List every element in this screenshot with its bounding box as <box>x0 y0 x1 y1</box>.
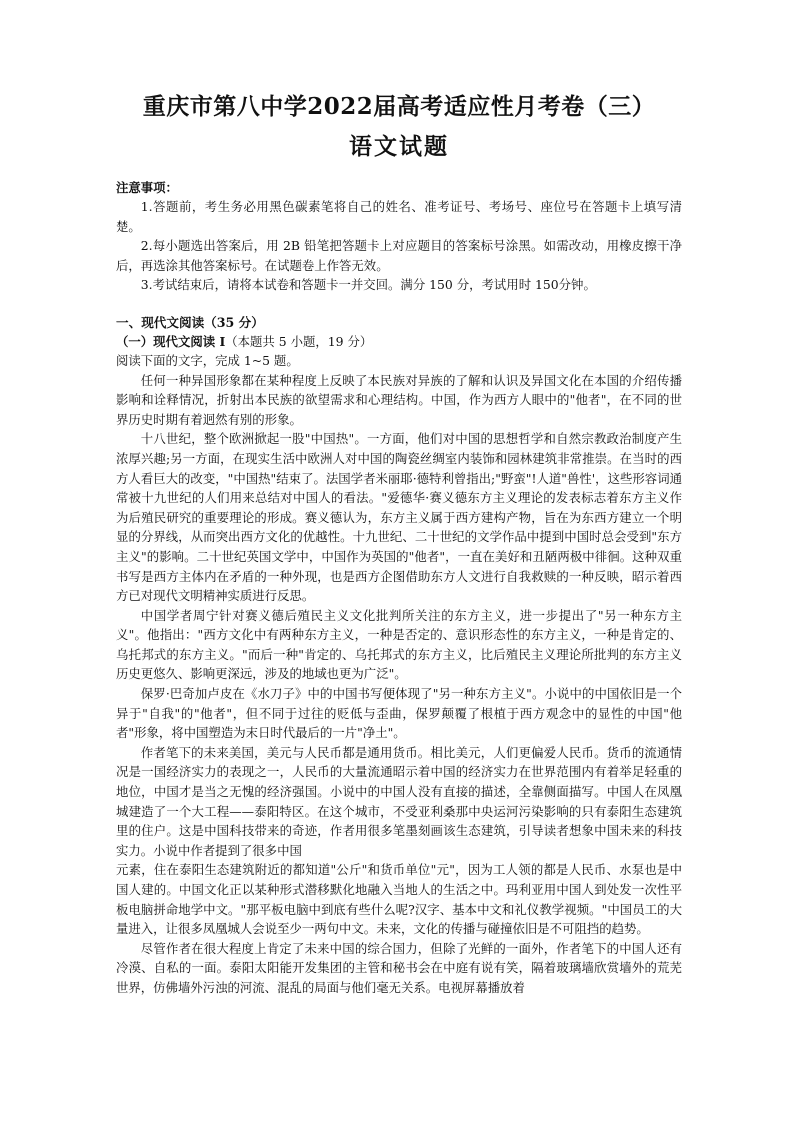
body-paragraph: 中国学者周宁针对赛义德后殖民主义文化批判所关注的东方主义，进一步提出了"另一种东方主义"。他指出："西方文化中有两种东方主义，一种是否定的、意识形态性的东方主义，一种是肯定的、乌托邦式的东方主义。"而后一种"肯定的、乌托邦式的东方主义，比后殖民主义理论所批判的东方主义历史更悠久、影响更深远，涉及的地域也更为广泛"。 <box>116 607 682 682</box>
body-paragraph: 元素，住在泰阳生态建筑附近的都知道"公斤"和货币单位"元"，因为工人领的都是人民币、水泵也是中国人建的。中国文化正以某种形式潜移默化地融入当地人的生活之中。玛利亚用中国人到处发一次性平板电脑拼命地学中文。"那平板电脑中到底有些什么呢?汉字、基本中文和礼仪教学视频。"中国员工的大量进入，让很多凤凰城人会说至少一两句中文。未来，文化的传播与碰撞依旧是不可阻挡的趋势。 <box>116 862 682 937</box>
notes-heading: 注意事项： <box>116 180 178 195</box>
body-paragraph: 十八世纪，整个欧洲掀起一股"中国热"。一方面，他们对中国的思想哲学和自然宗教政治制度产生浓厚兴趣;另一方面，在现实生活中欧洲人对中国的陶瓷丝绸室内装饰和园林建筑非常推崇。在当时的西方人看巨大的改变，"中国热"结束了。法国学者米丽耶·德特利曾指出;"野蛮"!人道"兽性'，这些形容词通常被十九世纪的人们用来总结对中国人的看法。"爱德华·赛义德东方主义理论的发表标志着东方主义作为后殖民研究的重要理论的形成。赛义德认为，东方主义属于西方建构产物，旨在为东西方建立一个明显的分界线，从而突出西方文化的优越性。十九世纪、二十世纪的文学作品中提到中国时总会受到"东方主义"的影响。二十世纪英国文学中，中国作为英国的"他者"，一直在美好和丑陋两极中徘徊。这种双重书写是西方主体内在矛盾的一种外现，也是西方企图借助东方人文进行自我救赎的一种反映，昭示着西方已对现代文明精神实质进行反思。 <box>116 431 682 604</box>
subsection-detail: （本题共 5 小题，19 分） <box>225 333 373 349</box>
body-paragraph: 保罗·巴奇加卢皮在《水刀子》中的中国书写便体现了"另一种东方主义"。小说中的中国依旧是一个异于"自我"的"他者"，但不同于过往的贬低与歪曲，保罗颠覆了根植于西方观念中的显性的中国"他者"形象，将中国塑造为末日时代最后的一片"净土"。 <box>116 686 682 741</box>
page-subtitle: 语文试题 <box>349 133 449 160</box>
subsection-title: （一）现代文阅读 I <box>116 333 226 349</box>
section-heading: 一、现代文阅读（35 分） <box>116 314 264 330</box>
subsection-heading <box>116 332 682 351</box>
reading-instruction: 阅读下面的文字，完成 1~5 题。 <box>116 352 299 368</box>
body-paragraph: 尽管作者在很大程度上肯定了未来中国的综合国力，但除了光鲜的一面外，作者笔下的中国人还有冷漠、自私的一面。泰阳太阳能开发集团的主管和秘书会在中庭有说有笑，隔着玻璃墙欣赏墙外的荒芜世界，仿佛墙外污浊的河流、混乱的局面与他们毫无关系。电视屏幕播放着 <box>116 940 682 995</box>
page-title: 重庆市第八中学2022届高考适应性月考卷（三） <box>142 93 656 120</box>
body-paragraph: 任何一种异国形象都在某种程度上反映了本民族对异族的了解和认识及异国文化在本国的介绍传播影响和诠释情况，折射出本民族的欲望需求和心理结构。中国，作为西方人眼中的"他者"，在不同的世界历史时期有着迥然有别的形象。 <box>116 372 682 427</box>
note-item: 2.每小题选出答案后，用 2B 铅笔把答题卡上对应题目的答案标号涂黑。如需改动，用橡皮擦干净后，再选涂其他答案标号。在试题卷上作答无效。 <box>116 238 682 273</box>
note-item: 3.考试结束后，请将本试卷和答题卡一并交回。满分 150 分，考试用时 150分钟。 <box>140 277 596 293</box>
note-item: 1.答题前，考生务必用黑色碳素笔将自己的姓名、准考证号、考场号、座位号在答题卡上填写清楚。 <box>116 199 682 234</box>
body-paragraph: 作者笔下的未来美国，美元与人民币都是通用货币。相比美元，人们更偏爱人民币。货币的流通情况是一国经济实力的表现之一，人民币的大量流通昭示着中国的经济实力在世界范围内有着举足轻重的地位，中国才是当之无愧的经济强国。小说中的中国人没有直接的描述，全靠侧面描写。中国人在凤凰城建造了一个大工程——泰阳特区。在这个城市，不受亚利桑那中央运河污染影响的只有泰阳生态建筑里的住户。这是中国科技带来的奇迹，作者用很多笔墨刻画该生态建筑，引导读者想象中国未来的科技实力。小说中作者提到了很多中国 <box>116 744 682 858</box>
